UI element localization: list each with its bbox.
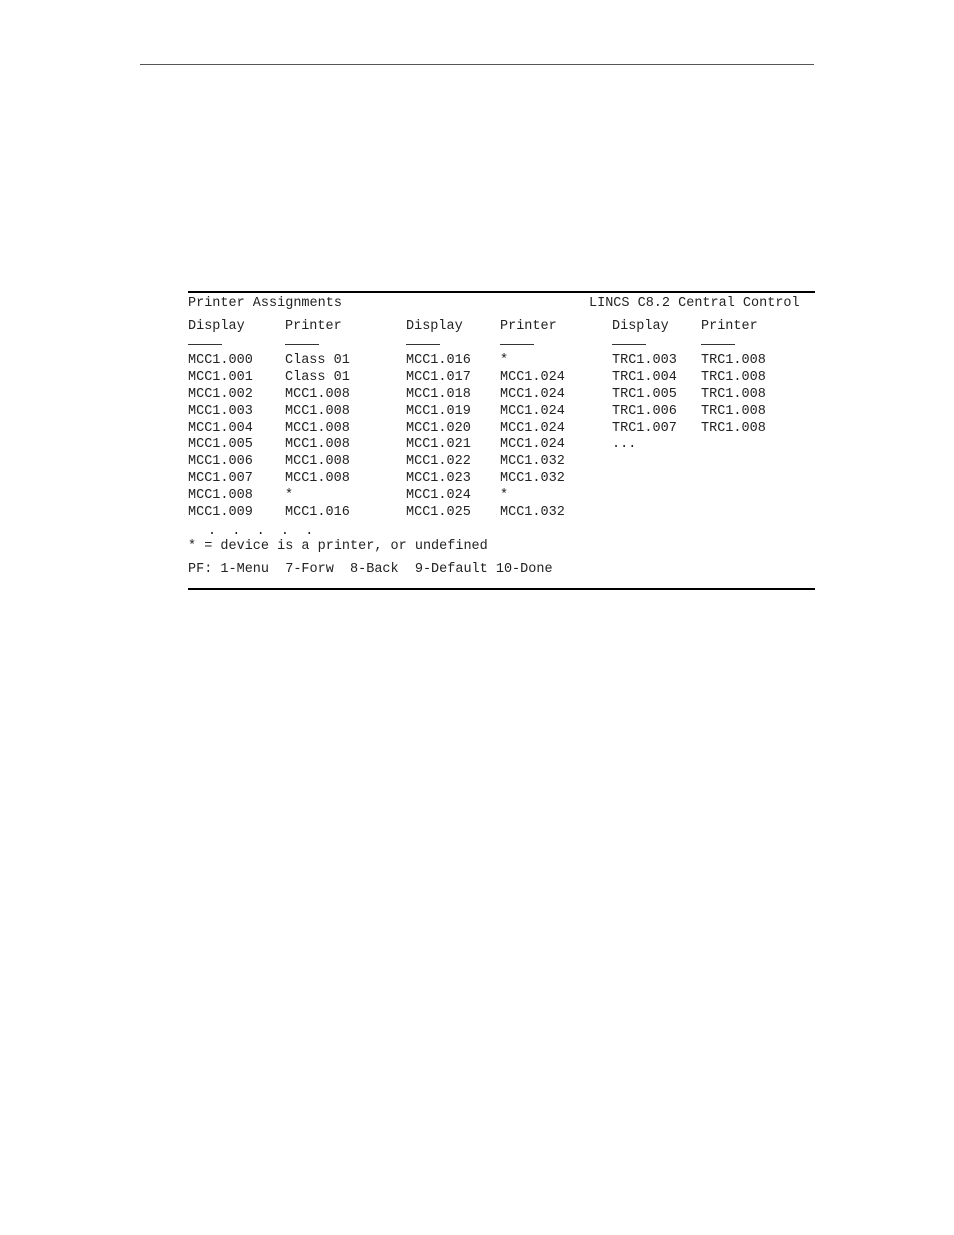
display-cell: MCC1.023 [406, 471, 471, 487]
printer-cell: MCC1.024 [500, 420, 565, 436]
printer-cell: TRC1.008 [701, 353, 766, 368]
printer-cell: MCC1.008 [285, 386, 350, 402]
screen-title: Printer Assignments [188, 296, 342, 311]
printer-cell: Class 01 [285, 353, 350, 368]
display-cell: TRC1.003 [612, 353, 677, 368]
group3-printer-column [701, 352, 766, 436]
printer-cell: Class 01 [285, 369, 350, 385]
display-cell: MCC1.019 [406, 403, 471, 419]
printer-cell: MCC1.016 [285, 505, 350, 521]
printer-cell: MCC1.024 [500, 386, 565, 402]
printer-cell: * [500, 488, 509, 504]
display-cell: MCC1.024 [406, 488, 471, 504]
screen-top-border [188, 291, 815, 293]
printer-cell: TRC1.008 [701, 420, 766, 436]
pf-key-bar: PF: 1-Menu 7-Forw 8-Back 9-Default 10-Done [188, 562, 553, 577]
printer-cell: MCC1.008 [285, 471, 350, 487]
screen-bottom-border [188, 588, 815, 590]
group2-display-column [406, 352, 471, 521]
printer-cell: TRC1.008 [701, 403, 766, 419]
printer-cell: MCC1.024 [500, 403, 565, 419]
header-display-1: Display [188, 319, 245, 334]
printer-cell: MCC1.008 [285, 403, 350, 419]
header-underline [285, 344, 319, 345]
printer-cell: * [500, 353, 509, 368]
display-cell: MCC1.022 [406, 454, 471, 470]
group3-display-column [612, 352, 677, 453]
display-cell: TRC1.007 [612, 420, 677, 436]
more-rows-dots: . . . . . [208, 524, 314, 539]
printer-cell: MCC1.032 [500, 471, 565, 487]
system-name: LINCS C8.2 Central Control [589, 296, 800, 311]
header-printer-1: Printer [285, 319, 342, 334]
printer-cell: TRC1.008 [701, 386, 766, 402]
terminal-screen [188, 291, 815, 590]
legend-text: * = device is a printer, or undefined [188, 539, 488, 554]
header-printer-2: Printer [500, 319, 557, 334]
display-cell: MCC1.016 [406, 353, 471, 368]
printer-cell: MCC1.024 [500, 437, 565, 453]
display-cell: MCC1.008 [188, 488, 253, 504]
display-cell: MCC1.009 [188, 505, 253, 521]
header-underline [188, 344, 222, 345]
printer-cell: MCC1.008 [285, 454, 350, 470]
display-cell: MCC1.018 [406, 386, 471, 402]
printer-cell: MCC1.024 [500, 369, 565, 385]
display-cell: MCC1.020 [406, 420, 471, 436]
display-cell: MCC1.017 [406, 369, 471, 385]
display-cell: MCC1.003 [188, 403, 253, 419]
display-cell: MCC1.002 [188, 386, 253, 402]
header-underline [612, 344, 646, 345]
header-underline [500, 344, 534, 345]
display-cell: TRC1.006 [612, 403, 677, 419]
printer-cell: TRC1.008 [701, 369, 766, 385]
group2-printer-column [500, 352, 565, 521]
header-printer-3: Printer [701, 319, 758, 334]
page-header-rule [140, 64, 814, 65]
printer-cell: MCC1.008 [285, 420, 350, 436]
group1-printer-column [285, 352, 350, 521]
printer-cell: MCC1.032 [500, 454, 565, 470]
display-cell: MCC1.025 [406, 505, 471, 521]
header-display-3: Display [612, 319, 669, 334]
header-display-2: Display [406, 319, 463, 334]
display-cell: MCC1.004 [188, 420, 253, 436]
display-cell: MCC1.005 [188, 437, 253, 453]
printer-cell: MCC1.032 [500, 505, 565, 521]
printer-cell: MCC1.008 [285, 437, 350, 453]
display-cell: MCC1.006 [188, 454, 253, 470]
display-cell: TRC1.004 [612, 369, 677, 385]
printer-cell: * [285, 488, 294, 504]
display-cell: MCC1.021 [406, 437, 471, 453]
display-cell: MCC1.007 [188, 471, 253, 487]
display-cell: MCC1.001 [188, 369, 253, 385]
group1-display-column [188, 352, 253, 521]
continuation-marker: ... [612, 437, 637, 453]
header-underline [701, 344, 735, 345]
header-underline [406, 344, 440, 345]
display-cell: TRC1.005 [612, 386, 677, 402]
display-cell: MCC1.000 [188, 353, 253, 368]
